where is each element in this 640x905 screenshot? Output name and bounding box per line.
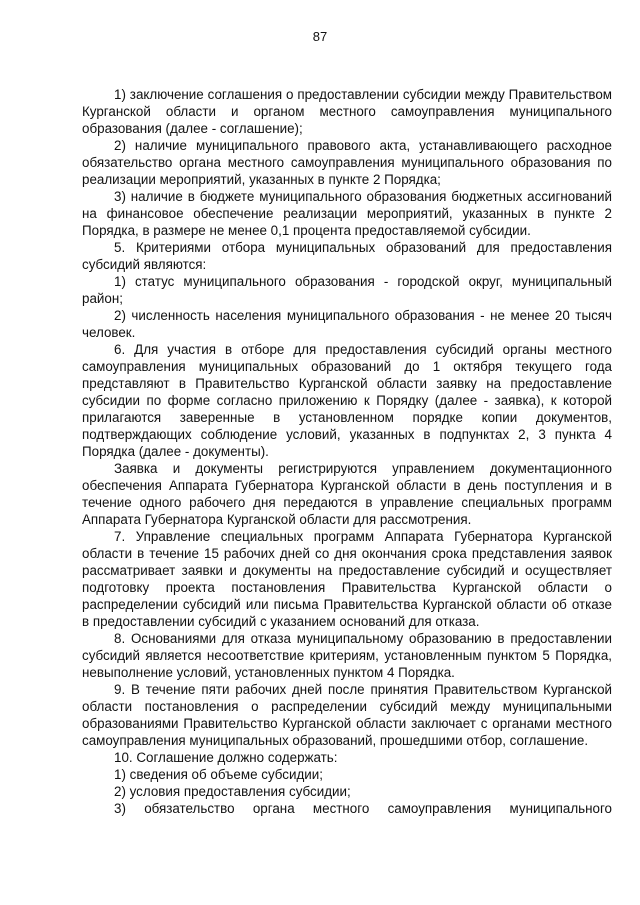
- paragraph-item-6: 6. Для участия в отборе для предоставления субсидий органы местного самоуправления муниципальных образований до 1 октября текущего года представляют в Правительство Курганской области заявку на предоставление субсидии по форме согласно приложению к Порядку (далее - заявка), к которой прилагаются заверенные в установленном порядке копии документов, подтверждающих соблюдение условий, указанных в подпунктах 2, 3 пункта 4 Порядка (далее - документы).: [82, 342, 612, 459]
- paragraph-agreement-3: 3) обязательство органа местного самоуправления муниципального: [114, 801, 612, 816]
- paragraph-agreement-1: 1) сведения об объеме субсидии;: [114, 767, 323, 782]
- paragraph-criterion-1: 1) статус муниципального образования - городской округ, муниципальный район;: [82, 274, 612, 306]
- document-body: [82, 86, 612, 817]
- paragraph-item-10: 10. Соглашение должно содержать:: [114, 750, 338, 765]
- paragraph-item-8: 8. Основаниями для отказа муниципальному образованию в предоставлении субсидий является несоответствие критериям, установленным пунктом 5 Порядка, невыполнение условий, установленных пунктом 4 Порядка.: [82, 631, 612, 680]
- paragraph-condition-3: 3) наличие в бюджете муниципального образования бюджетных ассигнований на финансовое обеспечение реализации мероприятий, указанных в пункте 2 Порядка, в размере не менее 0,1 процента предоставляемой субсидии.: [82, 189, 612, 238]
- paragraph-item-7: 7. Управление специальных программ Аппарата Губернатора Курганской области в течение 15 рабочих дней со дня окончания срока представления заявок рассматривает заявки и документы на предоставление субсидий и осуществляет подготовку проекта постановления Правительства Курганской области о распределении субсидий или письма Правительства Курганской области об отказе в предоставлении субсидий с указанием оснований для отказа.: [82, 529, 612, 629]
- paragraph-condition-2: 2) наличие муниципального правового акта, устанавливающего расходное обязательство органа местного самоуправления муниципального образования по реализации мероприятий, указанных в пункте 2 Порядка;: [82, 138, 612, 187]
- paragraph-criterion-2: 2) численность населения муниципального образования - не менее 20 тысяч человек.: [82, 308, 612, 340]
- paragraph-item-5: 5. Критериями отбора муниципальных образований для предоставления субсидий являются:: [82, 240, 612, 272]
- paragraph-registration: Заявка и документы регистрируются управлением документационного обеспечения Аппарата Губернатора Курганской области в день поступления и в течение одного рабочего дня передаются в управление специальных программ Аппарата Губернатора Курганской области для рассмотрения.: [82, 461, 612, 527]
- paragraph-condition-1: 1) заключение соглашения о предоставлении субсидии между Правительством Курганской области и органом местного самоуправления муниципального образования (далее - соглашение);: [82, 87, 612, 136]
- paragraph-item-9: 9. В течение пяти рабочих дней после принятия Правительством Курганской области постановления о распределении субсидий между муниципальными образованиями Правительство Курганской области заключает с органами местного самоуправления муниципальных образований, прошедшими отбор, соглашение.: [82, 682, 612, 748]
- page-number: 87: [312, 29, 328, 44]
- paragraph-agreement-2: 2) условия предоставления субсидии;: [114, 784, 351, 799]
